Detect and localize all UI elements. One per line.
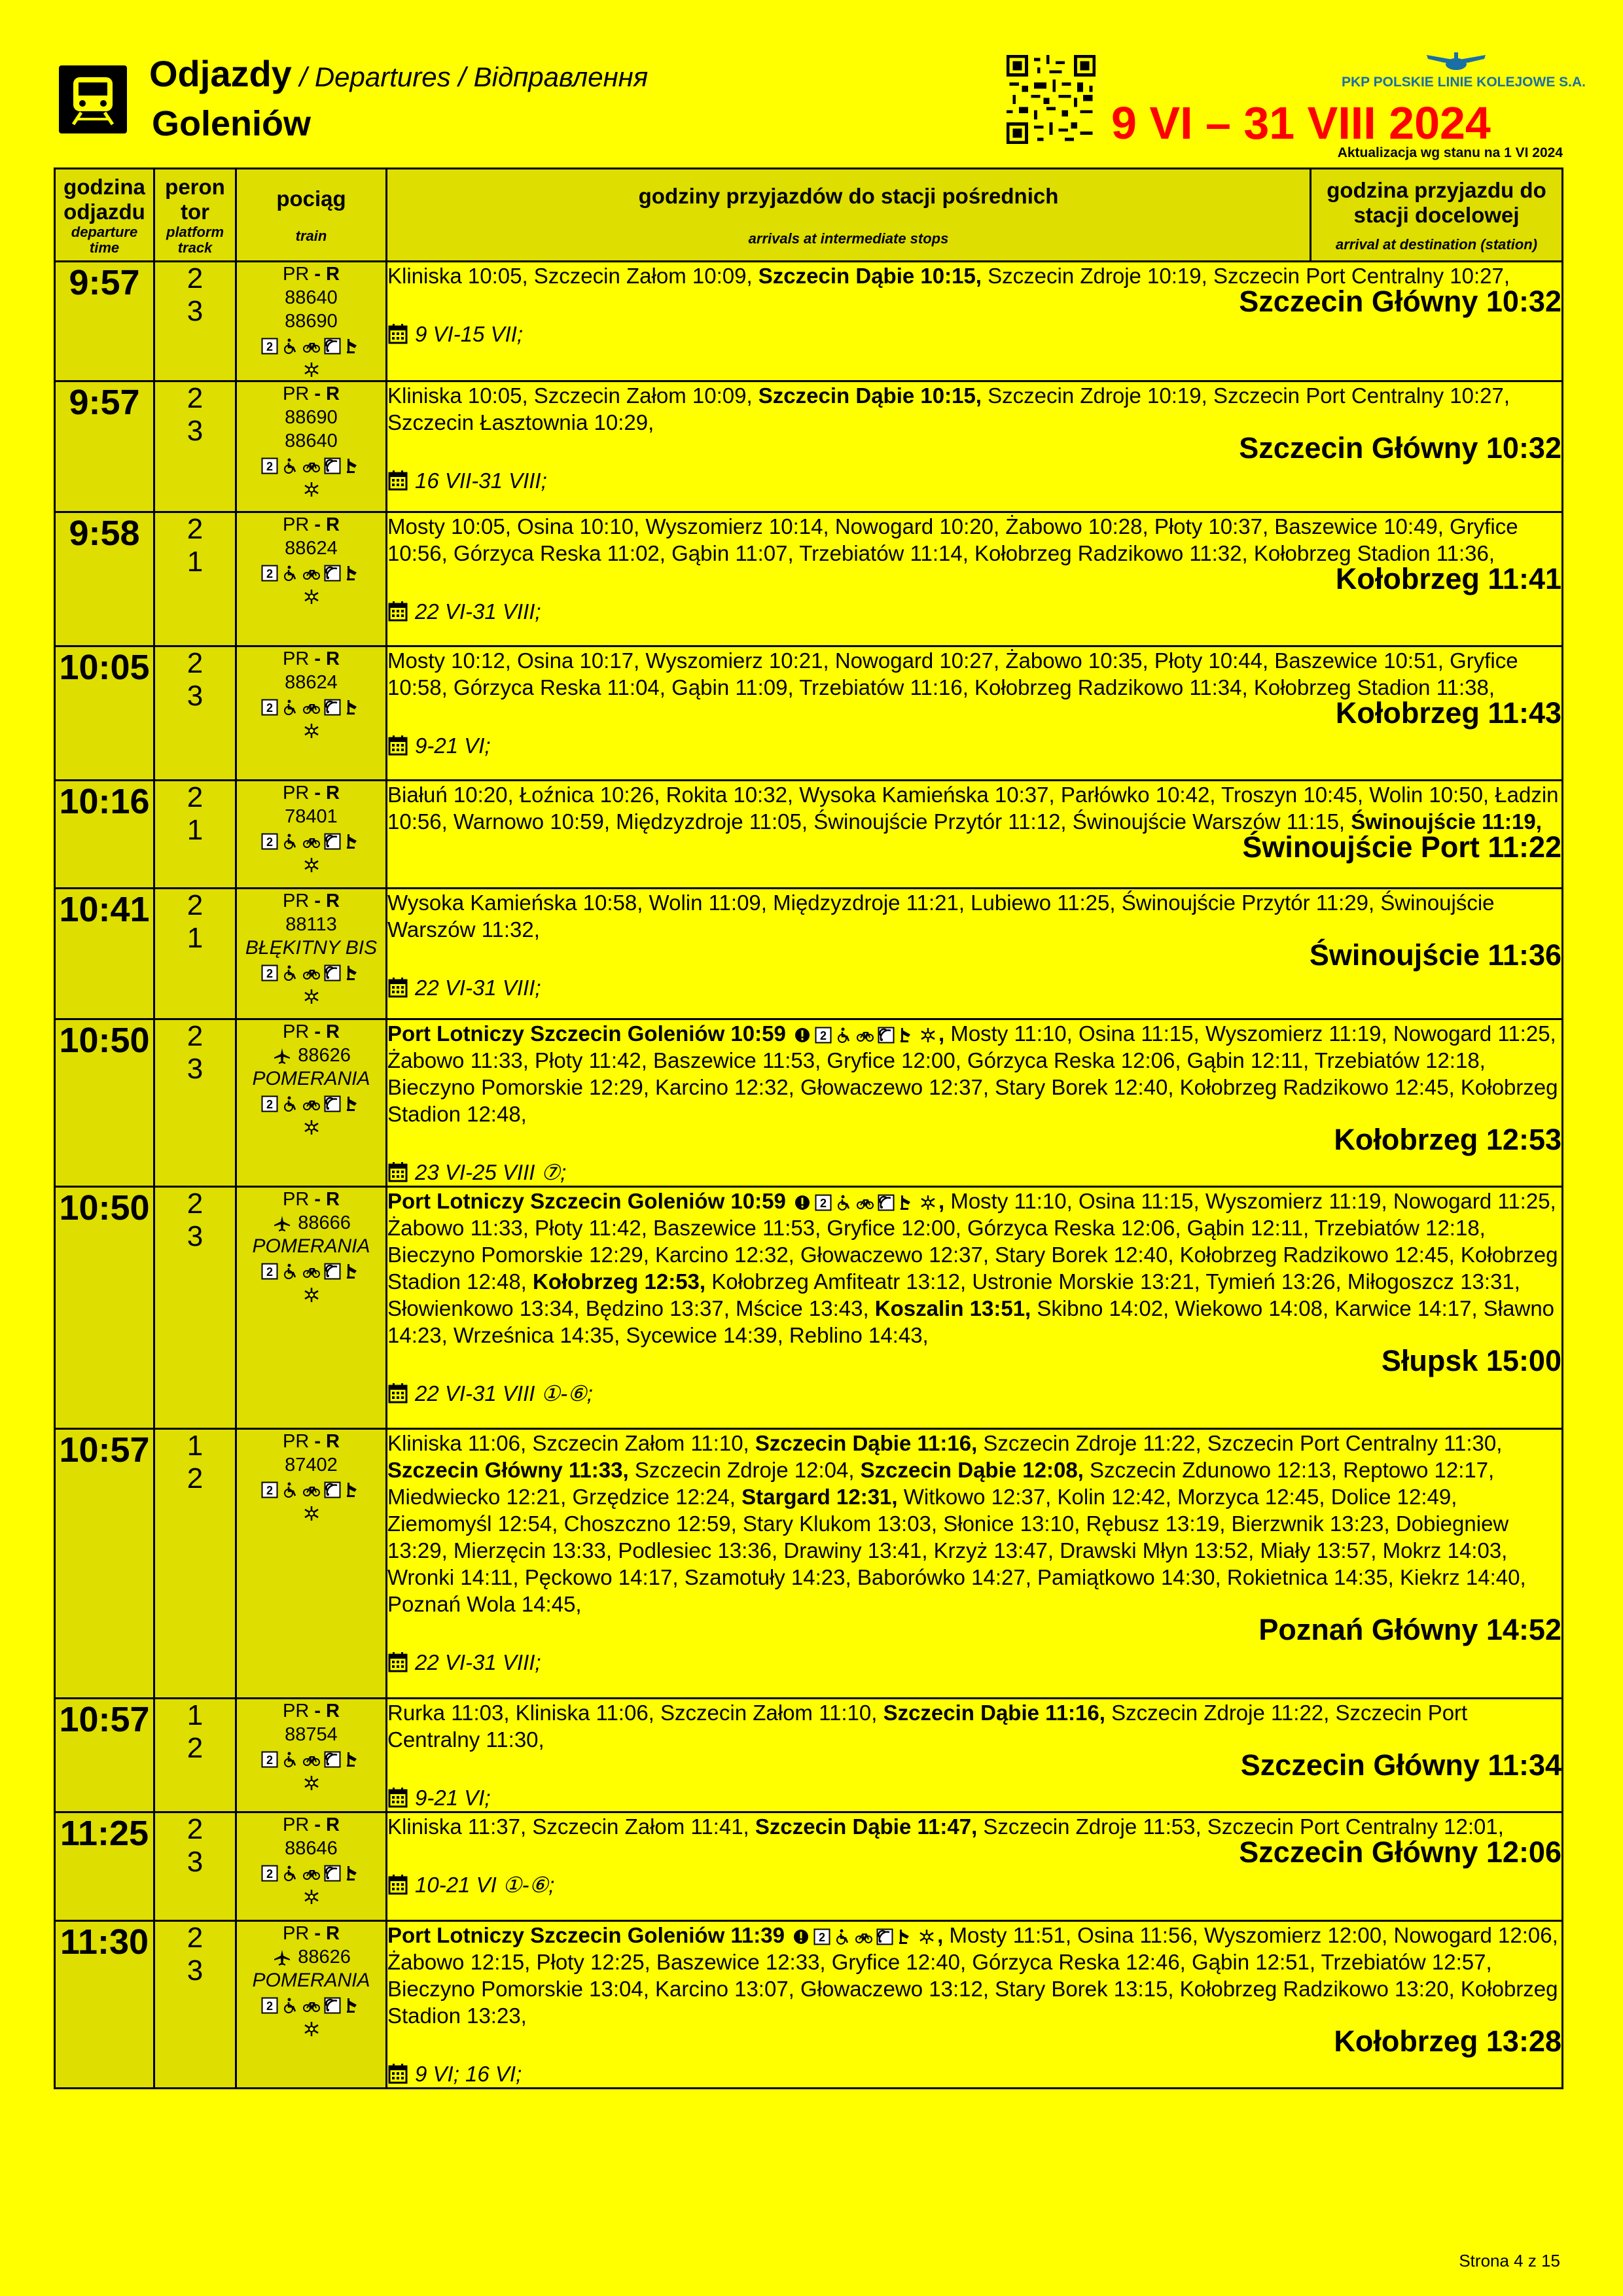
bike-rack-icon [324, 1095, 341, 1112]
platform-track [154, 512, 236, 646]
destination-arrival: Szczecin Główny 11:34 [1240, 1748, 1561, 1782]
wheelchair-icon [282, 1263, 299, 1280]
bicycle-icon [303, 1751, 320, 1768]
calendar-icon [387, 1161, 408, 1182]
company-logo: PKP POLSKIE LINIE KOLEJOWE S.A. [1342, 52, 1571, 93]
bike-rack-icon [878, 1194, 895, 1211]
bike-rack-icon [324, 457, 341, 474]
col-header-time: godzina odjazdu departure time [55, 169, 154, 262]
departure-row [55, 646, 1563, 781]
departure-row [55, 1429, 1563, 1699]
destination-arrival: Kołobrzeg 11:41 [1335, 562, 1561, 595]
track-number: 3 [187, 1053, 204, 1085]
stops-cell [387, 1921, 1563, 2089]
warning-icon [794, 1027, 811, 1044]
luggage-icon [345, 1481, 362, 1498]
air-conditioning-icon [919, 1027, 936, 1044]
second-class-icon [261, 1865, 278, 1882]
platform-track [154, 1429, 236, 1699]
air-conditioning-icon [303, 988, 320, 1005]
platform-track [154, 1812, 236, 1921]
platform-number: 2 [187, 1020, 204, 1052]
second-class-icon [261, 1751, 278, 1768]
page-title: Odjazdy / Departures / Відправлення [149, 53, 649, 94]
platform-number: 1 [187, 1430, 204, 1462]
bicycle-icon [303, 565, 320, 582]
svg-text:2: 2 [266, 1867, 273, 1881]
stops-cell [387, 1429, 1563, 1699]
bike-rack-icon [324, 833, 341, 850]
track-number: 3 [187, 1954, 204, 1987]
air-conditioning-icon [919, 1194, 936, 1211]
departure-row [55, 512, 1563, 646]
destination-arrival: Kołobrzeg 13:28 [1334, 2024, 1561, 2058]
svg-text:2: 2 [266, 701, 273, 715]
platform-track [154, 1921, 236, 2089]
departure-time: 11:25 [55, 1812, 154, 1921]
svg-text:2: 2 [266, 460, 273, 474]
platform-number: 2 [187, 1922, 204, 1954]
air-conditioning-icon [303, 361, 320, 378]
calendar-icon [387, 601, 408, 622]
luggage-icon [345, 338, 362, 355]
departure-row [55, 889, 1563, 1019]
second-class-icon [261, 833, 278, 850]
calendar-icon [387, 2063, 408, 2084]
destination-arrival: Kołobrzeg 12:53 [1334, 1123, 1561, 1156]
departure-row [55, 1921, 1563, 2089]
air-conditioning-icon [303, 1286, 320, 1303]
luggage-icon [899, 1194, 916, 1211]
luggage-icon [345, 565, 362, 582]
track-number: 1 [187, 922, 204, 954]
bicycle-icon [303, 338, 320, 355]
platform-number: 1 [187, 1699, 204, 1731]
intermediate-stops: Kliniska 11:06, Szczecin Załom 11:10, Szczecin Dąbie 11:16, Szczecin Zdroje 11:22, Szczecin Port Centralny 11:30, Szczecin Główny 11:33, Szczecin Zdroje 12:04, Szczecin Dąbie 12:08, Szczecin Zdunowo 12:13, Reptowo 12:17, Miedwiecko 12:21, Grzędzice 12:24, Stargard 12:31, Witkowo 12:37, Kolin 12:42, Morzyca 12:45, Dolice 12:49, Ziemomyśl 12:54, Choszczno 12:59, Stary Klukom 13:03, Słonice 13:10, Rębusz 13:19, Bierzwnik 13:23, Dobiegniew 13:29, Mierzęcin 13:33, Podlesiec 13:36, Drawiny 13:41, Krzyż 13:47, Drawski Młyn 13:52, Miały 13:57, Mokrz 14:03, Wronki 14:11, Pęckowo 14:17, Szamotuły 14:23, Baborówko 14:27, Pamiątkowo 14:30, Rokietnica 14:35, Kiekrz 14:40, Poznań Wola 14:45, [387, 1431, 1526, 1616]
second-class-icon [815, 1194, 832, 1211]
bicycle-icon [857, 1027, 874, 1044]
stops-cell [387, 381, 1563, 512]
departure-time: 10:50 [55, 1019, 154, 1187]
wheelchair-icon [282, 699, 299, 716]
validity-period: 9 VI – 31 VIII 2024 [1111, 97, 1491, 149]
wheelchair-icon [836, 1027, 853, 1044]
col-header-stops: godziny przyjazdów do stacji pośrednich arrivals at intermediate stops [387, 169, 1311, 262]
departure-row [55, 262, 1563, 381]
stops-cell [387, 1019, 1563, 1187]
svg-text:2: 2 [266, 1754, 273, 1767]
second-class-icon [261, 1263, 278, 1280]
departure-time: 10:57 [55, 1699, 154, 1812]
col-header-platform: peron tor platform track [154, 169, 236, 262]
svg-text:2: 2 [266, 836, 273, 849]
platform-track [154, 889, 236, 1019]
stops-cell [387, 262, 1563, 381]
departure-row [55, 781, 1563, 889]
svg-text:2: 2 [266, 1265, 273, 1279]
second-class-icon [261, 964, 278, 981]
air-conditioning-icon [303, 1119, 320, 1136]
platform-number: 2 [187, 781, 204, 813]
stops-cell [387, 781, 1563, 889]
departure-row [55, 1187, 1563, 1429]
running-dates: 9-21 VI; [387, 732, 1561, 759]
train-info: PR - R 88624 2 [236, 646, 387, 781]
train-info: PR - R 88646 2 [236, 1812, 387, 1921]
platform-track [154, 646, 236, 781]
intermediate-stops: Białuń 10:20, Łoźnica 10:26, Rokita 10:32, Wysoka Kamieńska 10:37, Parłówko 10:42, Troszyn 10:45, Wolin 10:50, Ładzin 10:56, Warnowo 10:59, Międzyzdroje 11:05, Świnoujście Przytór 11:12, Świnoujście Warszów 11:15, Świnoujście 11:19, [387, 783, 1559, 834]
station-name: Goleniów [152, 104, 311, 143]
bike-rack-icon [324, 964, 341, 981]
track-number: 1 [187, 546, 204, 578]
calendar-icon [387, 1651, 408, 1672]
bike-rack-icon [324, 1997, 341, 2014]
air-conditioning-icon [303, 1888, 320, 1905]
train-category: PR - R [282, 264, 340, 285]
luggage-icon [345, 964, 362, 981]
train-category: PR - R [282, 891, 340, 911]
air-conditioning-icon [303, 1775, 320, 1792]
train-name: POMERANIA [252, 1235, 370, 1257]
second-class-icon [813, 1928, 830, 1945]
svg-text:2: 2 [819, 1197, 827, 1210]
track-number: 3 [187, 1220, 204, 1252]
air-conditioning-icon [303, 1505, 320, 1522]
airplane-icon [274, 1215, 291, 1232]
platform-number: 2 [187, 382, 204, 414]
bike-rack-icon [876, 1928, 893, 1945]
luggage-icon [899, 1027, 916, 1044]
train-info: PR - R 87402 2 [236, 1429, 387, 1699]
luggage-icon [345, 1997, 362, 2014]
train-category: PR - R [282, 1189, 340, 1210]
bike-rack-icon [324, 1263, 341, 1280]
airplane-icon [274, 1949, 291, 1966]
wheelchair-icon [282, 565, 299, 582]
bicycle-icon [303, 1865, 320, 1882]
platform-number: 2 [187, 262, 204, 294]
intermediate-stops: Port Lotniczy Szczecin Goleniów 10:59 2 , Mosty 11:10, Osina 11:15, Wyszomierz 11:19, Nowogard 11:25, Żabowo 11:33, Płoty 11:42, Baszewice 11:53, Gryfice 12:00, Górzyca Reska 12:06, Gąbin 12:11, Trzebiatów 12:18, Bieczyno Pomorskie 12:29, Karcino 12:32, Głowaczewo 12:37, Stary Borek 12:40, Kołobrzeg Radzikowo 12:45, Kołobrzeg Stadion 12:48, Kołobrzeg 12:53, Kołobrzeg Amfiteatr 13:12, Ustronie Morskie 13:21, Tymień 13:26, Miłogoszcz 13:31, Słowienkowo 13:34, Będzino 13:37, Mścice 13:43, Koszalin 13:51, Skibno 14:02, Wiekowo 14:08, Karwice 14:17, Sławno 14:23, Wrześnica 14:35, Sycewice 14:39, Reblino 14:43, [387, 1189, 1558, 1347]
train-category: PR - R [282, 1431, 340, 1452]
bike-rack-icon [324, 565, 341, 582]
track-number: 2 [187, 1462, 204, 1494]
stops-cell [387, 889, 1563, 1019]
train-info: PR - R 88113 BŁĘKITNY BIS 2 [236, 889, 387, 1019]
bicycle-icon [303, 1481, 320, 1498]
luggage-icon [345, 1095, 362, 1112]
train-category: PR - R [282, 783, 340, 804]
running-dates: 22 VI-31 VIII; [387, 598, 1561, 625]
wheelchair-icon [282, 338, 299, 355]
intermediate-stops: Wysoka Kamieńska 10:58, Wolin 11:09, Międzyzdroje 11:21, Lubiewo 11:25, Świnoujście Przytór 11:29, Świnoujście Warszów 11:32, [387, 891, 1495, 942]
train-name: POMERANIA [252, 1068, 370, 1089]
platform-track [154, 1699, 236, 1812]
departure-time: 9:58 [55, 512, 154, 646]
departure-time: 10:57 [55, 1429, 154, 1699]
wheelchair-icon [282, 833, 299, 850]
bike-rack-icon [324, 1481, 341, 1498]
wheelchair-icon [282, 964, 299, 981]
platform-track [154, 1187, 236, 1429]
train-info: PR - R 88690 88640 2 [236, 381, 387, 512]
luggage-icon [897, 1928, 914, 1945]
second-class-icon [261, 457, 278, 474]
wheelchair-icon [282, 1095, 299, 1112]
running-dates: 22 VI-31 VIII; [387, 974, 1561, 1001]
air-conditioning-icon [918, 1928, 935, 1945]
bicycle-icon [303, 457, 320, 474]
air-conditioning-icon [303, 857, 320, 874]
second-class-icon [261, 1481, 278, 1498]
departure-time: 9:57 [55, 262, 154, 381]
bicycle-icon [303, 833, 320, 850]
train-name: POMERANIA [252, 1969, 370, 1991]
wheelchair-icon [834, 1928, 851, 1945]
luggage-icon [345, 1263, 362, 1280]
air-conditioning-icon [303, 2021, 320, 2038]
bicycle-icon [303, 964, 320, 981]
departure-time: 11:30 [55, 1921, 154, 2089]
platform-number: 2 [187, 1188, 204, 1220]
wheelchair-icon [282, 1481, 299, 1498]
svg-text:2: 2 [819, 1931, 826, 1945]
bike-rack-icon [324, 1751, 341, 1768]
departure-time: 9:57 [55, 381, 154, 512]
warning-icon [794, 1194, 811, 1211]
warning-icon [793, 1928, 810, 1945]
stops-cell [387, 1812, 1563, 1921]
train-category: PR - R [282, 383, 340, 404]
air-conditioning-icon [303, 481, 320, 498]
calendar-icon [387, 977, 408, 998]
running-dates: 22 VI-31 VIII; [387, 1649, 1561, 1676]
second-class-icon [261, 565, 278, 582]
svg-text:2: 2 [266, 2000, 273, 2013]
track-number: 3 [187, 680, 204, 712]
platform-track [154, 262, 236, 381]
bike-rack-icon [324, 1865, 341, 1882]
running-dates: 10-21 VI ①-⑥; [387, 1871, 1561, 1898]
platform-number: 2 [187, 513, 204, 545]
bicycle-icon [303, 1095, 320, 1112]
luggage-icon [345, 833, 362, 850]
airplane-icon [274, 1048, 291, 1065]
svg-text:2: 2 [266, 340, 273, 354]
departure-row [55, 1812, 1563, 1921]
destination-arrival: Słupsk 15:00 [1381, 1344, 1561, 1377]
bike-rack-icon [324, 338, 341, 355]
svg-text:2: 2 [266, 1484, 273, 1498]
intermediate-stops: Port Lotniczy Szczecin Goleniów 11:39 2 , Mosty 11:51, Osina 11:56, Wyszomierz 12:00, Nowogard 12:06, Żabowo 12:15, Płoty 12:25, Baszewice 12:33, Gryfice 12:40, Górzyca Reska 12:46, Gąbin 12:51, Trzebiatów 12:57, Bieczyno Pomorskie 13:04, Karcino 13:07, Głowaczewo 13:12, Stary Borek 13:15, Kołobrzeg Radzikowo 13:20, Kołobrzeg Stadion 13:23, [387, 1923, 1558, 2028]
second-class-icon [261, 1095, 278, 1112]
track-number: 3 [187, 295, 204, 327]
calendar-icon [387, 1874, 408, 1895]
stops-cell [387, 1187, 1563, 1429]
departure-time: 10:41 [55, 889, 154, 1019]
running-dates: 9-21 VI; [387, 1784, 1561, 1811]
departure-time: 10:05 [55, 646, 154, 781]
train-category: PR - R [282, 648, 340, 669]
svg-text:2: 2 [266, 967, 273, 981]
bicycle-icon [855, 1928, 872, 1945]
train-category: PR - R [282, 1021, 340, 1042]
train-info: PR - R 88626 POMERANIA 2 [236, 1019, 387, 1187]
running-dates: 16 VII-31 VIII; [387, 467, 1561, 494]
stops-cell [387, 646, 1563, 781]
bike-rack-icon [878, 1027, 895, 1044]
update-note: Aktualizacja wg stanu na 1 VI 2024 [1337, 145, 1563, 160]
running-dates: 22 VI-31 VIII ①-⑥; [387, 1380, 1561, 1407]
col-header-train: pociąg train [236, 169, 387, 262]
platform-track [154, 781, 236, 889]
intermediate-stops: Rurka 11:03, Kliniska 11:06, Szczecin Załom 11:10, Szczecin Dąbie 11:16, Szczecin Zdroje 11:22, Szczecin Port Centralny 11:30, [387, 1701, 1468, 1752]
calendar-icon [387, 470, 408, 491]
second-class-icon [261, 1997, 278, 2014]
intermediate-stops: Kliniska 11:37, Szczecin Załom 11:41, Szczecin Dąbie 11:47, Szczecin Zdroje 11:53, Szczecin Port Centralny 12:01, [387, 1814, 1504, 1839]
page-number: Strona 4 z 15 [1459, 2251, 1560, 2270]
destination-arrival: Szczecin Główny 10:32 [1239, 431, 1561, 465]
calendar-icon [387, 1787, 408, 1808]
platform-number: 2 [187, 889, 204, 921]
running-dates: 9 VI; 16 VI; [387, 2060, 1561, 2087]
luggage-icon [345, 1751, 362, 1768]
intermediate-stops: Mosty 10:05, Osina 10:10, Wyszomierz 10:14, Nowogard 10:20, Żabowo 10:28, Płoty 10:37, Baszewice 10:49, Gryfice 10:56, Górzyca Reska 11:02, Gąbin 11:07, Trzebiatów 11:14, Kołobrzeg Radzikowo 11:32, Kołobrzeg Stadion 11:36, [387, 514, 1518, 565]
luggage-icon [345, 699, 362, 716]
train-icon [59, 65, 127, 133]
destination-arrival: Poznań Główny 14:52 [1258, 1613, 1561, 1646]
second-class-icon [261, 338, 278, 355]
svg-text:2: 2 [819, 1029, 827, 1043]
departure-row [55, 381, 1563, 512]
stops-cell [387, 512, 1563, 646]
wheelchair-icon [282, 1865, 299, 1882]
destination-arrival: Świnoujście 11:36 [1309, 938, 1561, 972]
destination-arrival: Kołobrzeg 11:43 [1335, 696, 1561, 730]
track-number: 3 [187, 1846, 204, 1878]
intermediate-stops: Kliniska 10:05, Szczecin Załom 10:09, Szczecin Dąbie 10:15, Szczecin Zdroje 10:19, Szczecin Port Centralny 10:27, Szczecin Łasztownia 10:29, [387, 383, 1510, 434]
train-info: PR - R 78401 2 [236, 781, 387, 889]
running-dates: 9 VI-15 VII; [387, 321, 1561, 347]
departure-time: 10:16 [55, 781, 154, 889]
train-category: PR - R [282, 1923, 340, 1944]
train-category: PR - R [282, 1814, 340, 1835]
calendar-icon [387, 323, 408, 344]
platform-track [154, 1019, 236, 1187]
intermediate-stops: Kliniska 10:05, Szczecin Załom 10:09, Szczecin Dąbie 10:15, Szczecin Zdroje 10:19, Szczecin Port Centralny 10:27, [387, 264, 1510, 288]
second-class-icon [815, 1027, 832, 1044]
track-number: 3 [187, 415, 204, 447]
svg-text:2: 2 [266, 1098, 273, 1112]
svg-text:2: 2 [266, 567, 273, 581]
train-info: PR - R 88754 2 [236, 1699, 387, 1812]
train-info: PR - R 88640 88690 2 [236, 262, 387, 381]
air-conditioning-icon [303, 722, 320, 739]
intermediate-stops: Port Lotniczy Szczecin Goleniów 10:59 2 , Mosty 11:10, Osina 11:15, Wyszomierz 11:19, Nowogard 11:25, Żabowo 11:33, Płoty 11:42, Baszewice 11:53, Gryfice 12:00, Górzyca Reska 12:06, Gąbin 12:11, Trzebiatów 12:18, Bieczyno Pomorskie 12:29, Karcino 12:32, Głowaczewo 12:37, Stary Borek 12:40, Kołobrzeg Radzikowo 12:45, Kołobrzeg Stadion 12:48, [387, 1021, 1558, 1126]
stops-cell [387, 1699, 1563, 1812]
col-header-dest: godzina przyjazdu do stacji docelowej arrival at destination (station) [1311, 169, 1563, 262]
air-conditioning-icon [303, 588, 320, 605]
destination-arrival: Szczecin Główny 10:32 [1239, 285, 1561, 318]
platform-track [154, 381, 236, 512]
intermediate-stops: Mosty 10:12, Osina 10:17, Wyszomierz 10:21, Nowogard 10:27, Żabowo 10:35, Płoty 10:44, Baszewice 10:51, Gryfice 10:58, Górzyca Reska 11:04, Gąbin 11:09, Trzebiatów 11:16, Kołobrzeg Radzikowo 11:34, Kołobrzeg Stadion 11:38, [387, 648, 1518, 699]
train-info: PR - R 88666 POMERANIA 2 [236, 1187, 387, 1429]
calendar-icon [387, 735, 408, 756]
calendar-icon [387, 1383, 408, 1404]
departure-time: 10:50 [55, 1187, 154, 1429]
bike-rack-icon [324, 699, 341, 716]
luggage-icon [345, 457, 362, 474]
bicycle-icon [303, 1997, 320, 2014]
train-category: PR - R [282, 1701, 340, 1722]
luggage-icon [345, 1865, 362, 1882]
departure-row [55, 1019, 1563, 1187]
wheelchair-icon [282, 1997, 299, 2014]
train-info: PR - R 88626 POMERANIA 2 [236, 1921, 387, 2089]
qr-code [1007, 55, 1096, 144]
second-class-icon [261, 699, 278, 716]
bicycle-icon [857, 1194, 874, 1211]
train-category: PR - R [282, 514, 340, 535]
destination-arrival: Świnoujście Port 11:22 [1242, 830, 1561, 864]
wheelchair-icon [282, 457, 299, 474]
departures-table [54, 168, 1563, 2089]
track-number: 2 [187, 1732, 204, 1764]
running-dates: 23 VI-25 VIII ⑦; [387, 1159, 1561, 1186]
platform-number: 2 [187, 1813, 204, 1845]
train-info: PR - R 88624 2 [236, 512, 387, 646]
departure-row [55, 1699, 1563, 1812]
track-number: 1 [187, 814, 204, 846]
wheelchair-icon [836, 1194, 853, 1211]
platform-number: 2 [187, 647, 204, 679]
wheelchair-icon [282, 1751, 299, 1768]
bicycle-icon [303, 1263, 320, 1280]
train-name: BŁĘKITNY BIS [245, 937, 378, 959]
bicycle-icon [303, 699, 320, 716]
destination-arrival: Szczecin Główny 12:06 [1239, 1835, 1561, 1869]
